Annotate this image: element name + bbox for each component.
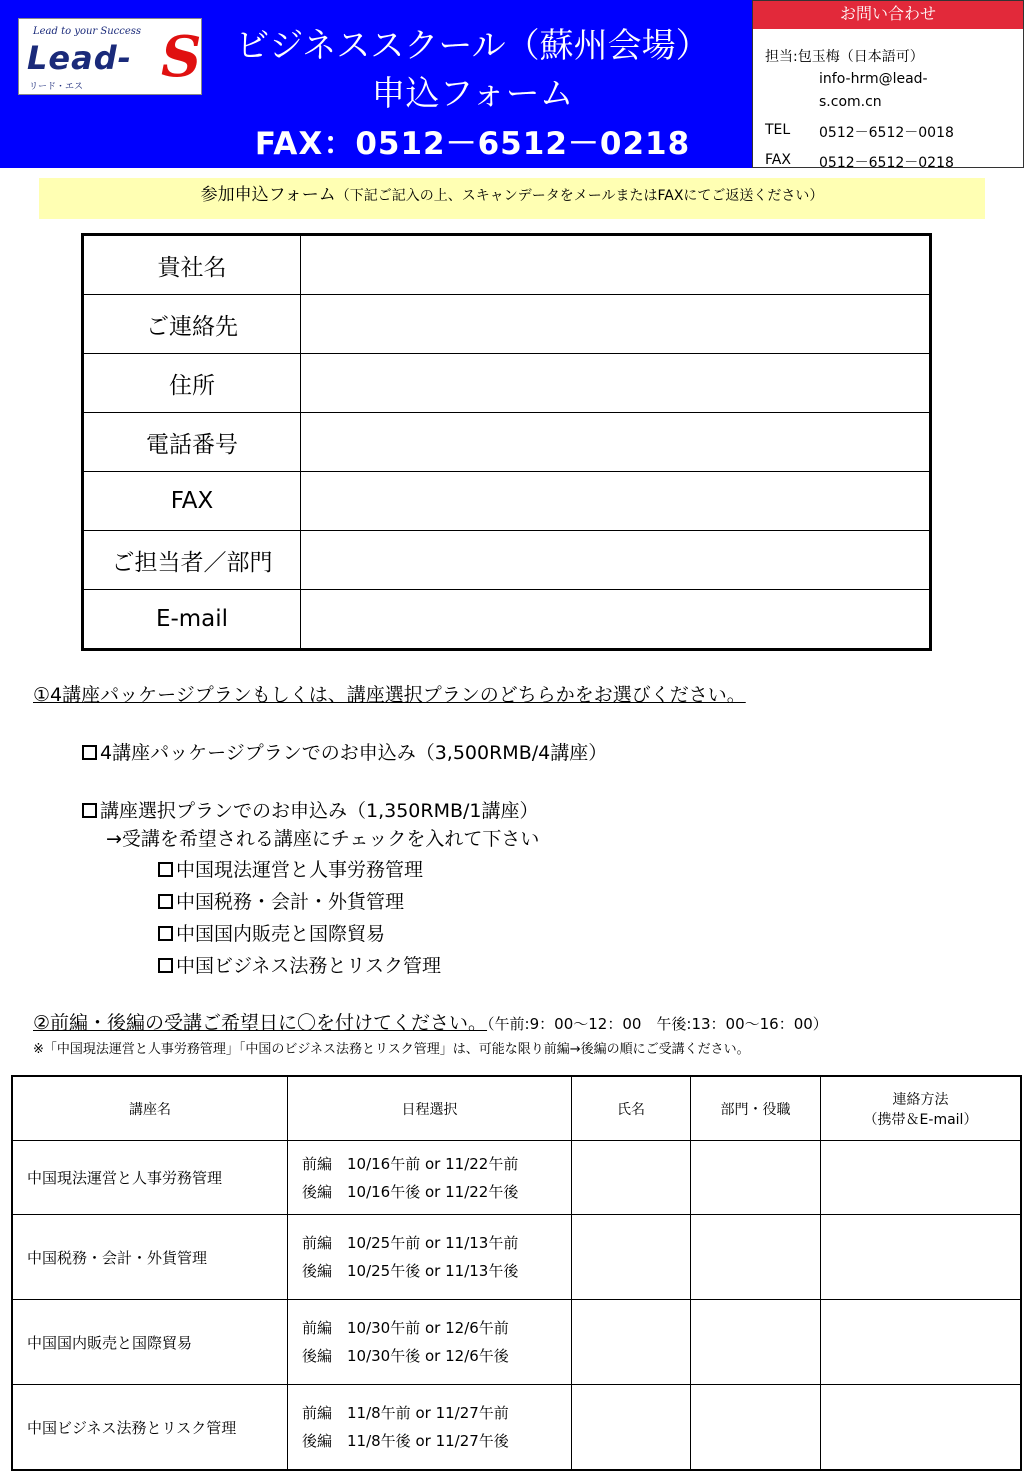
course-option-label: 中国国内販売と国際貿易	[176, 923, 386, 945]
checkbox-icon[interactable]	[158, 862, 173, 877]
section2-note: ※「中国現法運営と人事労務管理」「中国のビジネス法務とリスク管理」は、可能な限り前編→後編の順にご受講ください。	[33, 1042, 750, 1057]
course-name: 中国現法運営と人事労務管理	[12, 1141, 288, 1215]
contact-heading: お問い合わせ	[753, 1, 1023, 29]
page-title: ビジネススクール（蘇州会場）	[235, 26, 710, 66]
phone-field[interactable]	[301, 413, 931, 472]
table-row	[12, 1215, 1021, 1300]
date-options[interactable]	[288, 1385, 572, 1471]
col-header-name: 氏名	[572, 1076, 691, 1141]
person-department-field[interactable]	[301, 531, 931, 590]
course-option-label: 中国ビジネス法務とリスク管理	[176, 955, 442, 977]
course-option-1[interactable]	[158, 855, 423, 882]
form-banner-note: （下記ご記入の上、スキャンデータをメールまたはFAXにてご返送ください）	[335, 188, 824, 204]
course-option-label: 中国現法運営と人事労務管理	[176, 859, 424, 881]
lead-s-logo	[18, 18, 202, 95]
second-half-dates[interactable]: 後編 11/8午後 or 11/27午後	[302, 1432, 509, 1450]
section2-time-note: （午前:9：00～12：00 午後:13：00～16：00）	[487, 1015, 828, 1033]
page-subtitle: 申込フォーム	[371, 74, 574, 114]
col-header-department: 部門・役職	[691, 1076, 821, 1141]
department-cell[interactable]	[691, 1215, 821, 1300]
name-cell[interactable]	[572, 1215, 691, 1300]
section2-heading: ②前編・後編の受講ご希望日に〇を付けてください。	[33, 1012, 488, 1034]
col-header-course: 講座名	[12, 1076, 288, 1141]
contact-cell[interactable]	[821, 1215, 1022, 1300]
address-field[interactable]	[301, 354, 931, 413]
header-fax-number: FAX：0512－6512－0218	[254, 126, 691, 162]
logo-letter: S	[161, 24, 202, 90]
date-options[interactable]	[288, 1215, 572, 1300]
contact-tel: 0512－6512－0018	[819, 125, 954, 141]
contact-cell[interactable]	[821, 1300, 1022, 1385]
contact-tel-label: TEL	[765, 122, 791, 138]
info-row-contact	[83, 295, 931, 354]
course-name: 中国税務・会計・外貨管理	[12, 1215, 288, 1300]
name-cell[interactable]	[572, 1385, 691, 1471]
second-half-dates[interactable]: 後編 10/25午後 or 11/13午後	[302, 1262, 519, 1280]
checkbox-icon[interactable]	[82, 745, 97, 760]
col-header-date: 日程選択	[288, 1076, 572, 1141]
contact-person: 担当:包玉梅（日本語可）	[765, 49, 924, 65]
contact-box	[752, 0, 1024, 168]
info-label: ご担当者／部門	[83, 531, 301, 590]
select-plan-label: 講座選択プランでのお申込み（1,350RMB/1講座）	[100, 800, 539, 822]
checkbox-icon[interactable]	[82, 803, 97, 818]
first-half-dates[interactable]: 前編 10/30午前 or 12/6午前	[302, 1319, 509, 1337]
form-banner	[39, 178, 985, 219]
table-row	[12, 1141, 1021, 1215]
info-row-address	[83, 354, 931, 413]
col-header-contact	[821, 1076, 1022, 1141]
contact-fax: 0512－6512－0218	[819, 155, 954, 168]
contact-field[interactable]	[301, 295, 931, 354]
course-name: 中国国内販売と国際貿易	[12, 1300, 288, 1385]
course-option-2[interactable]	[158, 887, 404, 914]
info-label: 住所	[83, 354, 301, 413]
package-plan-label: 4講座パッケージプランでのお申込み（3,500RMB/4講座）	[100, 742, 608, 764]
first-half-dates[interactable]: 前編 10/16午前 or 11/22午前	[302, 1154, 519, 1173]
section1-heading: ①4講座パッケージプランもしくは、講座選択プランのどちらかをお選びください。	[33, 684, 746, 706]
course-option-3[interactable]	[158, 919, 385, 946]
checkbox-icon[interactable]	[158, 958, 173, 973]
department-cell[interactable]	[691, 1385, 821, 1471]
section2-heading-line	[33, 1008, 828, 1035]
first-half-dates[interactable]: 前編 11/8午前 or 11/27午前	[302, 1404, 509, 1422]
info-row-company	[83, 235, 931, 295]
info-label: FAX	[83, 472, 301, 531]
contact-fax-label: FAX	[765, 152, 791, 168]
table-row	[12, 1300, 1021, 1385]
table-row	[12, 1385, 1021, 1471]
first-half-dates[interactable]: 前編 10/25午前 or 11/13午前	[302, 1234, 519, 1252]
logo-word: Lead-	[27, 39, 132, 77]
course-name: 中国ビジネス法務とリスク管理	[12, 1385, 288, 1471]
date-options[interactable]	[288, 1141, 572, 1215]
info-label: E-mail	[83, 590, 301, 650]
department-cell[interactable]	[691, 1300, 821, 1385]
contact-cell[interactable]	[821, 1385, 1022, 1471]
department-cell[interactable]	[691, 1141, 821, 1215]
contact-email-2: s.com.cn	[819, 94, 882, 110]
col-header-contact-line2: （携帯＆E-mail）	[863, 1111, 978, 1128]
info-row-phone	[83, 413, 931, 472]
info-row-person	[83, 531, 931, 590]
checkbox-icon[interactable]	[158, 926, 173, 941]
name-cell[interactable]	[572, 1300, 691, 1385]
applicant-info-table	[81, 233, 932, 651]
contact-cell[interactable]	[821, 1141, 1022, 1215]
info-label: 貴社名	[83, 235, 301, 295]
course-option-label: 中国税務・会計・外貨管理	[176, 891, 405, 913]
info-row-fax	[83, 472, 931, 531]
form-banner-title: 参加申込フォーム	[200, 185, 336, 205]
checkbox-icon[interactable]	[158, 894, 173, 909]
logo-tagline: Lead to your Success	[33, 26, 142, 37]
package-plan-option[interactable]	[82, 738, 607, 765]
second-half-dates[interactable]: 後編 10/16午後 or 11/22午後	[302, 1182, 519, 1201]
col-header-contact-line1: 連絡方法	[892, 1091, 949, 1108]
second-half-dates[interactable]: 後編 10/30午後 or 12/6午後	[302, 1347, 509, 1365]
fax-field[interactable]	[301, 472, 931, 531]
schedule-table	[11, 1075, 1022, 1471]
schedule-header-row	[12, 1076, 1021, 1141]
logo-sub: リード・エス	[29, 82, 84, 92]
select-plan-instruction: →受講を希望される講座にチェックを入れて下さい	[106, 828, 540, 850]
info-label: ご連絡先	[83, 295, 301, 354]
select-plan-option[interactable]	[82, 796, 539, 823]
company-name-field[interactable]	[301, 235, 931, 295]
course-option-4[interactable]	[158, 951, 441, 978]
info-row-email	[83, 590, 931, 650]
name-cell[interactable]	[572, 1141, 691, 1215]
contact-email-1: info-hrm@lead-	[819, 71, 928, 87]
email-field[interactable]	[301, 590, 931, 650]
info-label: 電話番号	[83, 413, 301, 472]
date-options[interactable]	[288, 1300, 572, 1385]
